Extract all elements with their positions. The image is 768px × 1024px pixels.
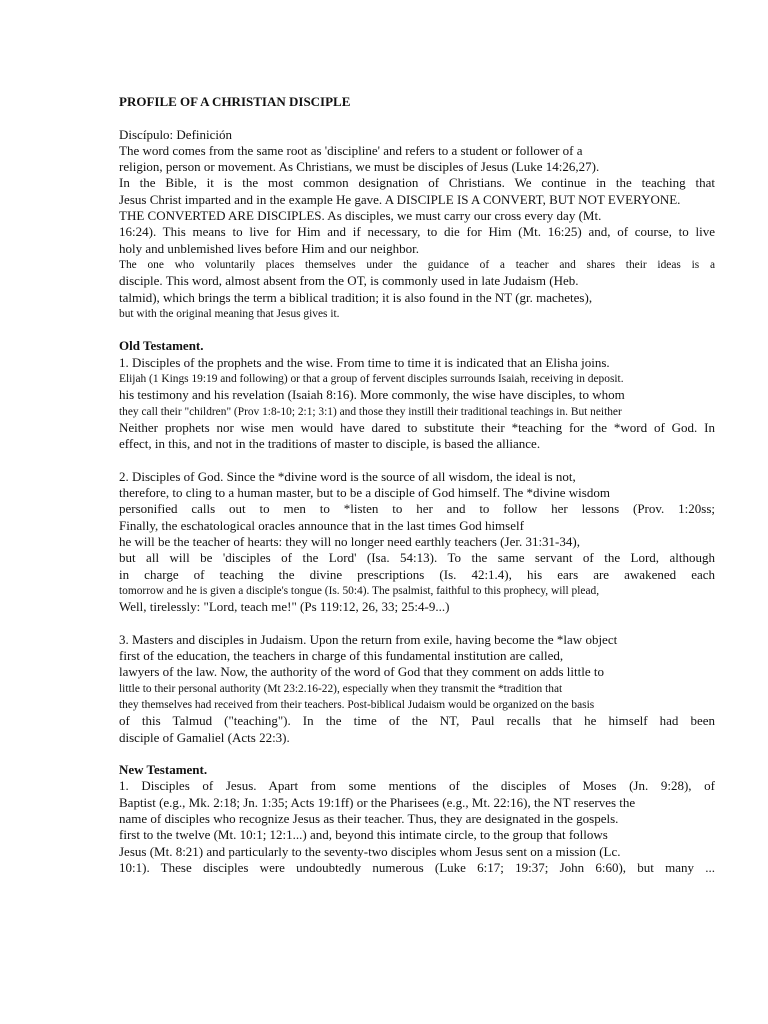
text-line: disciple of Gamaliel (Acts 22:3). — [119, 729, 290, 745]
text-line: Well, tirelessly: "Lord, teach me!" (Ps 119:12, 26, 33; 25:4-9...) — [119, 599, 450, 615]
blank-line — [119, 322, 715, 338]
text-line: holy and unblemished lives before Him and our neighbor. — [119, 240, 420, 256]
section-heading: Old Testament. — [119, 338, 204, 354]
document-body — [119, 127, 715, 877]
text-line: effect, in this, and not in the traditions of master to disciple, is based the alliance. — [119, 436, 541, 452]
text-line: tomorrow and he is given a disciple's tongue (Is. 50:4). The psalmist, faithful to this prophecy, will plead, — [119, 584, 600, 597]
text-line: they call their "children" (Prov 1:8-10; 2:1; 3:1) and those they instill their traditional teachings in. But neither — [119, 405, 622, 418]
text-line: personified calls out to men to *listen to her and to follow her lessons (Prov. 1:20ss; — [119, 501, 715, 517]
text-line: 1. Disciples of the prophets and the wise. From time to time it is indicated that an Elisha joins. — [119, 354, 610, 370]
text-line: of this Talmud ("teaching"). In the time of the NT, Paul recalls that he himself had been — [119, 713, 715, 729]
document-title: PROFILE OF A CHRISTIAN DISCIPLE — [119, 94, 351, 109]
text-line: disciple. This word, almost absent from the OT, is commonly used in late Judaism (Heb. — [119, 273, 579, 289]
text-line: Finally, the eschatological oracles announce that in the last times God himself — [119, 517, 524, 533]
text-line: Baptist (e.g., Mk. 2:18; Jn. 1:35; Acts 19:1ff) or the Pharisees (e.g., Mt. 22:16), the NT reserves the — [119, 794, 636, 810]
text-line: lawyers of the law. Now, the authority of the word of God that they comment on adds little to — [119, 664, 604, 680]
text-line: talmid), which brings the term a biblical tradition; it is also found in the NT (gr. machetes), — [119, 289, 593, 305]
text-line: Neither prophets nor wise men would have dared to substitute their *teaching for the *word of God. In — [119, 419, 715, 435]
text-line: THE CONVERTED ARE DISCIPLES. As disciples, we must carry our cross every day (Mt. — [119, 208, 602, 224]
text-line: 2. Disciples of God. Since the *divine word is the source of all wisdom, the ideal is not, — [119, 468, 576, 484]
text-line: Jesus Christ imparted and in the example He gave. A DISCIPLE IS A CONVERT, BUT NOT EVERYONE. — [119, 191, 681, 207]
text-line: they themselves had received from their teachers. Post-biblical Judaism would be organized on the basis — [119, 698, 595, 711]
text-line: 3. Masters and disciples in Judaism. Upon the return from exile, having become the *law object — [119, 631, 618, 647]
text-line: In the Bible, it is the most common designation of Christians. We continue in the teaching that — [119, 175, 715, 191]
text-line: first of the education, the teachers in charge of this fundamental institution are called, — [119, 648, 564, 664]
text-line: The word comes from the same root as 'discipline' and refers to a student or follower of a — [119, 142, 583, 158]
text-line: but all will be 'disciples of the Lord' (Isa. 54:13). To the same servant of the Lord, although — [119, 550, 715, 566]
text-line: first to the twelve (Mt. 10:1; 12:1...) and, beyond this intimate circle, to the group that follows — [119, 827, 608, 843]
text-line: but with the original meaning that Jesus gives it. — [119, 307, 340, 320]
text-line: religion, person or movement. As Christians, we must be disciples of Jesus (Luke 14:26,27). — [119, 159, 600, 175]
text-line: his testimony and his revelation (Isaiah 8:16). More commonly, the wise have disciples, to whom — [119, 387, 625, 403]
text-line: name of disciples who recognize Jesus as their teacher. Thus, they are designated in the gospels. — [119, 811, 619, 827]
text-line: The one who voluntarily places themselves under the guidance of a teacher and shares their ideas is a — [119, 258, 715, 271]
text-line: Discípulo: Definición — [119, 126, 233, 142]
section-heading: New Testament. — [119, 762, 208, 778]
text-line: Jesus (Mt. 8:21) and particularly to the seventy-two disciples whom Jesus sent on a mission (Lc. — [119, 843, 621, 859]
text-line: in charge of teaching the divine prescriptions (Is. 42:1.4), his ears are awakened each — [119, 566, 715, 582]
text-line: 16:24). This means to live for Him and if necessary, to die for Him (Mt. 16:25) and, of course, to live — [119, 224, 715, 240]
text-line: he will be the teacher of hearts: they will no longer need earthly teachers (Jer. 31:31-34), — [119, 534, 580, 550]
text-line: therefore, to cling to a human master, but to be a disciple of God himself. The *divine wisdom — [119, 485, 610, 501]
blank-line — [119, 616, 715, 632]
blank-line — [119, 746, 715, 762]
text-line: little to their personal authority (Mt 23:2.16-22), especially when they transmit the *tradition that — [119, 682, 563, 695]
document-page — [119, 94, 715, 876]
text-line: 10:1). These disciples were undoubtedly numerous (Luke 6:17; 19:37; John 6:60), but many ... — [119, 859, 715, 875]
text-line: Elijah (1 Kings 19:19 and following) or that a group of fervent disciples surrounds Isaiah, receiving in deposit. — [119, 373, 624, 386]
blank-line — [119, 453, 715, 469]
text-line: 1. Disciples of Jesus. Apart from some mentions of the disciples of Moses (Jn. 9:28), of — [119, 778, 715, 794]
blank-line — [119, 110, 715, 126]
